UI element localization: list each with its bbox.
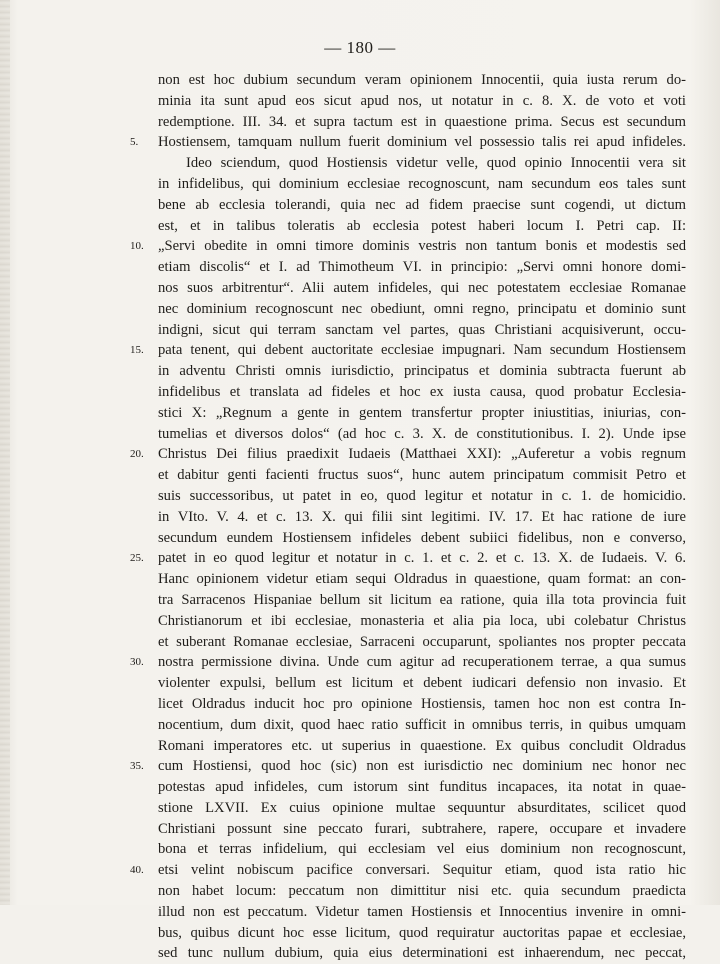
line-text: in infidelibus, qui dominium ecclesiae recognoscunt, nam secundum eos tales sunt xyxy=(158,175,686,192)
line-number: 15. xyxy=(130,344,144,357)
text-line xyxy=(158,70,686,91)
text-line xyxy=(130,548,686,569)
line-text: Hanc opinionem videtur etiam sequi Oldradus in quaestione, quam format: an con- xyxy=(158,571,686,588)
text-line xyxy=(158,715,686,736)
line-text: Christianorum et ibi ecclesiae, monasteria et alia pia loca, ubi colebatur Christus xyxy=(158,612,686,629)
line-text: sed tunc nullum dubium, quia eius determinationi est inhaerendum, nec peccat, xyxy=(158,945,686,962)
text-line xyxy=(158,632,686,653)
line-text: non habet locum: peccatum non dimittitur nisi etc. quia secundum praedicta xyxy=(158,883,686,900)
line-text: minia ita sunt apud eos sicut apud nos, ut notatur in c. 8. X. de voto et voti xyxy=(158,92,686,109)
text-line xyxy=(158,278,686,299)
text-line xyxy=(158,361,686,382)
text-line xyxy=(158,424,686,445)
line-text: etiam discolis“ et I. ad Thimotheum VI. in principio: „Servi omni honore domi- xyxy=(158,259,686,276)
text-line xyxy=(130,444,686,465)
line-text: et suberant Romanae ecclesiae, Sarraceni occuparunt, spoliantes nos propter peccata xyxy=(158,633,686,650)
page-number: — 180 — xyxy=(324,38,396,57)
line-text: bene ab ecclesia tolerandi, quia nec ad fidem praecise sunt cogendi, ut dictum xyxy=(158,196,686,213)
line-text: secundum eundem Hostiensem infideles debent subiici fidelibus, non e converso, xyxy=(158,529,686,546)
text-line xyxy=(158,91,686,112)
page-edge xyxy=(0,0,10,905)
line-text: non est hoc dubium secundum veram opinionem Innocentii, quia iusta rerum do- xyxy=(158,72,686,88)
text-line xyxy=(158,382,686,403)
line-text: Ideo sciendum, quod Hostiensis videtur velle, quod opinio Innocentii vera sit xyxy=(186,155,686,172)
line-text: tra Sarracenos Hispaniae bellum sit licitum ea ratione, quia illa tota provincia fuit xyxy=(158,591,686,608)
text-line xyxy=(158,569,686,590)
line-text: nocentium, dum dixit, quod haec ratio sufficit in omnibus terris, in quibus umquam xyxy=(158,716,686,733)
line-text: Christus Dei filius praedixit Iudaeis (Matthaei XXI): „Auferetur a vobis regnum xyxy=(158,446,686,463)
line-text: nec dominium recognoscunt nec obediunt, omni regno, principatu et dominio sunt xyxy=(158,300,686,317)
text-line xyxy=(158,673,686,694)
text-line xyxy=(158,507,686,528)
text-line xyxy=(158,923,686,944)
text-line xyxy=(158,839,686,860)
line-text: suis successoribus, ut patet in eo, quod legitur et notatur in c. 1. de homicidio. xyxy=(158,487,686,504)
line-text: cum Hostiensi, quod hoc (sic) non est iurisdictio nec dominium nec honor nec xyxy=(158,758,686,775)
line-text: Christiani possunt sine peccato furari, subtrahere, rapere, occupare et invadere xyxy=(158,820,686,837)
line-text: in VIto. V. 4. et c. 13. X. qui filii sint legitimi. IV. 17. Et hac ratione de iure xyxy=(158,508,686,525)
line-text: in adventu Christi omnis iurisdictio, principatus et dominia subtracta fuerunt ab xyxy=(158,363,686,380)
text-line xyxy=(158,819,686,840)
line-number: 25. xyxy=(130,552,144,565)
text-line xyxy=(158,320,686,341)
text-line xyxy=(130,860,686,881)
text-line xyxy=(158,694,686,715)
line-text: pata tenent, qui debent auctoritate ecclesiae impugnari. Nam secundum Hostiensem xyxy=(158,342,686,359)
line-text: et dabitur genti facienti fructus suos“, hunc autem principatum commisit Petro et xyxy=(158,467,686,484)
line-text: Hostiensem, tamquam nullum fuerit dominium vel possessio talis rei apud infideles. xyxy=(158,134,686,151)
line-number: 35. xyxy=(130,760,144,773)
line-text: tumelias et diversos dolos“ (ad hoc c. 3. X. de constitutionibus. I. 2). Unde ipse xyxy=(158,425,686,442)
line-text: potestas apud infideles, cum istorum sint funditus incapaces, ita notat in quae- xyxy=(158,779,686,796)
text-line xyxy=(130,756,686,777)
text-line xyxy=(130,340,686,361)
text-line xyxy=(158,777,686,798)
body-text xyxy=(130,70,686,964)
text-line xyxy=(158,195,686,216)
text-line xyxy=(158,798,686,819)
line-text: bus, quibus dicunt hoc esse licitum, quod requiratur auctoritas papae et ecclesiae, xyxy=(158,924,686,941)
line-text: etsi velint nobiscum pacifice conversari. Sequitur etiam, quod ista ratio hic xyxy=(158,862,686,879)
text-line xyxy=(158,590,686,611)
text-line xyxy=(158,943,686,964)
line-text: patet in eo quod legitur et notatur in c. 1. et c. 2. et c. 13. X. de Iudaeis. V. 6. xyxy=(158,550,686,567)
line-number: 10. xyxy=(130,240,144,253)
line-text: violenter expulsi, bellum est licitum et debent iudicari defensio non invasio. Et xyxy=(158,675,686,692)
text-line xyxy=(158,528,686,549)
line-text: „Servi obedite in omni timore dominis vestris non tantum bonis et modestis sed xyxy=(158,238,686,255)
line-text: illud non est peccatum. Videtur tamen Hostiensis et Innocentius invenire in omni- xyxy=(158,903,686,920)
text-line xyxy=(158,736,686,757)
text-line xyxy=(158,403,686,424)
text-line xyxy=(130,132,686,153)
text-line xyxy=(158,486,686,507)
line-text: Romani imperatores etc. ut superius in quaestione. Ex quibus concludit Oldradus xyxy=(158,737,686,754)
text-line xyxy=(158,112,686,133)
text-line xyxy=(130,236,686,257)
text-line xyxy=(158,881,686,902)
line-text: nostra permissione divina. Unde cum agitur ad recuperationem terrae, a qua sumus xyxy=(158,654,686,671)
line-number: 20. xyxy=(130,448,144,461)
line-text: stione LXVII. Ex cuius opinione multae sequuntur absurditates, scilicet quod xyxy=(158,799,686,816)
line-number: 30. xyxy=(130,656,144,669)
text-line xyxy=(158,299,686,320)
line-text: nos suos arbitrentur“. Alii autem infideles, qui nec potestatem ecclesiae Romanae xyxy=(158,279,686,296)
line-text: indigni, sicut qui terram sanctam vel partes, quas Christiani acquisiverunt, occu- xyxy=(158,321,686,338)
text-line xyxy=(158,174,686,195)
line-text: bona et terras infidelium, qui ecclesiam vel eius dominium non recognoscunt, xyxy=(158,841,686,858)
line-text: stici X: „Regnum a gente in gentem transfertur propter iniustitias, iniurias, con- xyxy=(158,404,686,421)
line-text: est, et in talibus toleratis ab ecclesia potest haberi locum I. Petri cap. II: xyxy=(158,217,686,234)
text-line xyxy=(158,611,686,632)
line-text: redemptione. III. 34. et supra tactum est in quaestione prima. Secus est secundum xyxy=(158,113,686,130)
text-line xyxy=(158,216,686,237)
line-number: 40. xyxy=(130,864,144,877)
text-line xyxy=(130,652,686,673)
line-text: infidelibus et translata ad fideles et hoc ex iusta causa, quod probatur Ecclesia- xyxy=(158,383,686,400)
text-line xyxy=(158,153,686,174)
text-line xyxy=(158,465,686,486)
line-text: licet Oldradus inducit hoc pro opinione Hostiensis, tamen hoc non est contra In- xyxy=(158,695,686,712)
line-number: 5. xyxy=(130,136,139,149)
text-line xyxy=(158,257,686,278)
